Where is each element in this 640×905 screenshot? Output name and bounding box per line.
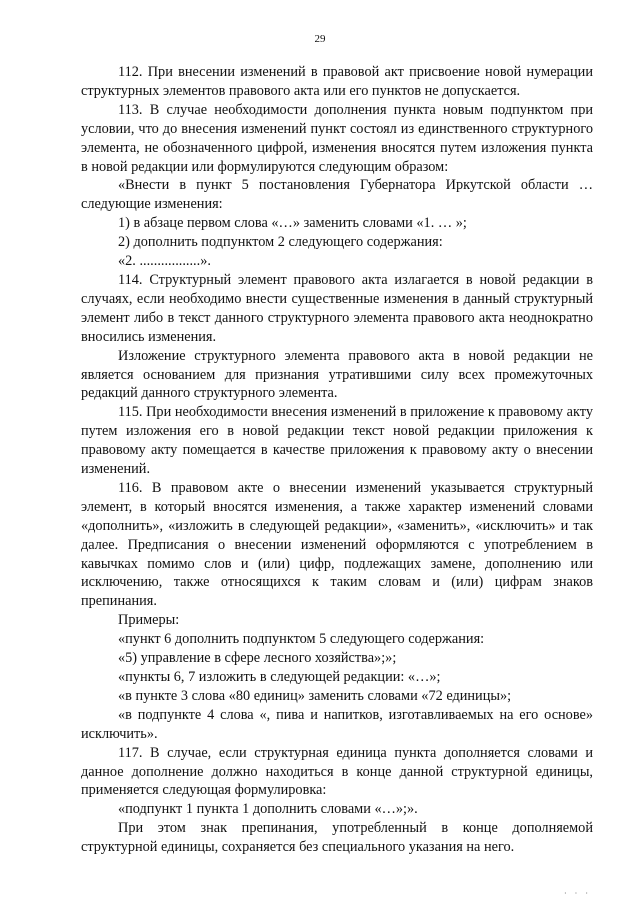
example-item-3: «2. .................». bbox=[118, 253, 211, 270]
document-body bbox=[81, 63, 593, 857]
paragraph-113: 113. В случае необходимости дополнения пункта новым подпунктом при условии, что до внесения изменений пункт состоял из единственного структурного элемента, не обозначенного цифрой, изменения вносятся путем изложения пункта в новой редакции или формулируются следующим образом: bbox=[81, 101, 593, 175]
paragraph-117: 117. В случае, если структурная единица пункта дополняется словами и данное дополнение должно находиться в конце данной структурной единицы, применяется следующая формулировка: bbox=[81, 744, 593, 799]
example-intro: «Внести в пункт 5 постановления Губернатора Иркутской области … следующие изменения: bbox=[81, 177, 593, 213]
paragraph-117-note: При этом знак препинания, употребленный в конце дополняемой структурной единицы, сохраняется без специального указания на него. bbox=[81, 820, 593, 856]
example-line-1: «пункт 6 дополнить подпунктом 5 следующего содержания: bbox=[118, 631, 485, 648]
paragraph-117-example: «подпункт 1 пункта 1 дополнить словами «…»;». bbox=[118, 801, 418, 818]
page-number: 29 bbox=[314, 33, 326, 45]
example-item-1: 1) в абзаце первом слова «…» заменить словами «1. … »; bbox=[118, 215, 467, 232]
examples-heading: Примеры: bbox=[118, 612, 180, 629]
paragraph-112: 112. При внесении изменений в правовой акт присвоение новой нумерации структурных элементов правового акта или его пунктов не допускается. bbox=[81, 64, 593, 99]
paragraph-114-note: Изложение структурного элемента правового акта в новой редакции не является основанием для признания утратившими силу всех промежуточных редакций данного структурного элемента. bbox=[81, 347, 593, 402]
scan-artifact: · · · bbox=[564, 889, 591, 898]
example-line-4: «в пункте 3 слова «80 единиц» заменить словами «72 единицы»; bbox=[118, 687, 512, 704]
example-item-2: 2) дополнить подпунктом 2 следующего содержания: bbox=[118, 234, 443, 251]
example-line-5: «в подпункте 4 слова «, пива и напитков, изготавливаемых на его основе» исключить». bbox=[81, 706, 593, 742]
example-line-3: «пункты 6, 7 изложить в следующей редакции: «…»; bbox=[118, 669, 441, 685]
paragraph-116: 116. В правовом акте о внесении изменений указывается структурный элемент, в который вносятся изменения, а также характер изменений словами «дополнить», «изложить в следующей редакции», «заменить», «исключить» и так далее. Предписания о внесении изменений оформляются с употреблением в кавычках помимо слов и (или) цифр, подлежащих замене, дополнению или исключению, также относящихся к таким словам и (или) цифрам знаков препинания. bbox=[81, 479, 593, 610]
example-line-2: «5) управление в сфере лесного хозяйства»;»; bbox=[118, 650, 397, 667]
paragraph-115: 115. При необходимости внесения изменений в приложение к правовому акту путем изложения его в новой редакции текст новой редакции приложения к правовому акту помещается в качестве приложения к правовому акту о внесении изменений. bbox=[81, 404, 593, 478]
paragraph-114: 114. Структурный элемент правового акта излагается в новой редакции в случаях, если необходимо внести существенные изменения в данный структурный элемент либо в текст данного структурного элемента правового акта неоднократно вносились изменения. bbox=[81, 271, 593, 345]
